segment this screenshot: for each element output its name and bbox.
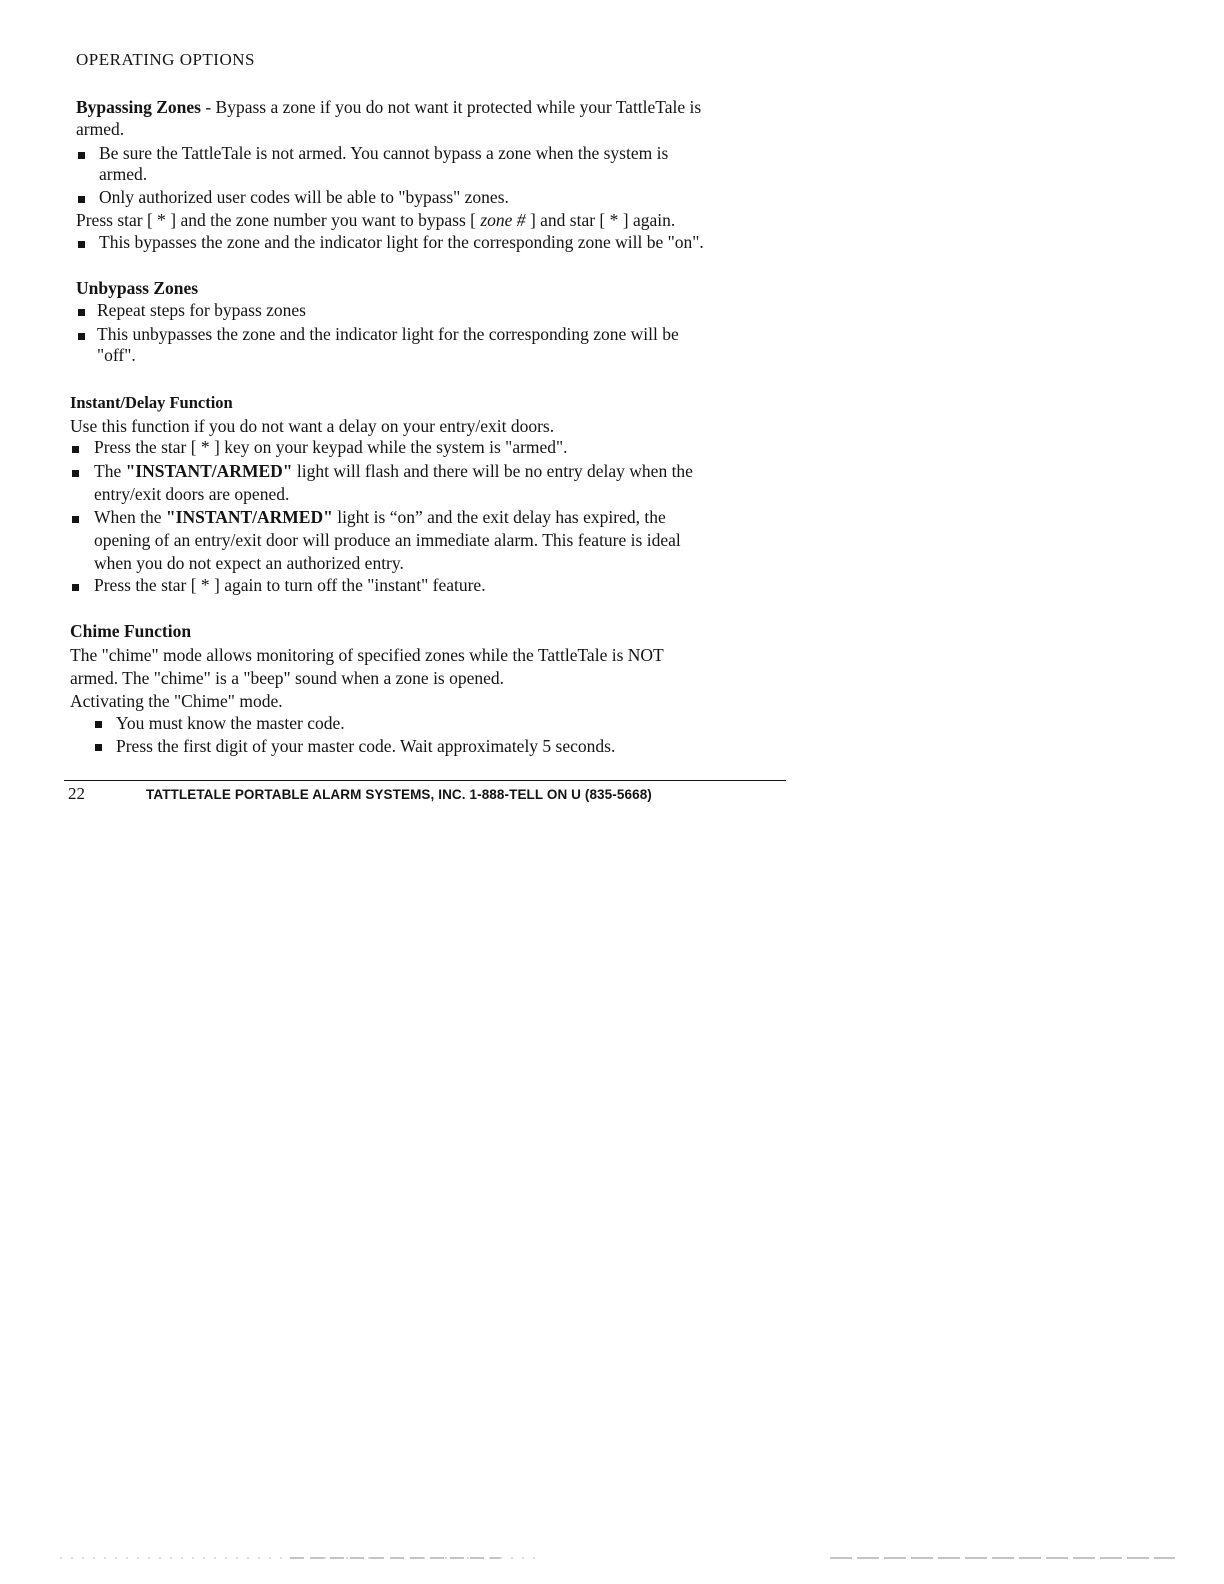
chime-bullet-1: You must know the master code. xyxy=(116,713,345,733)
bypass-intro-cont: armed. xyxy=(76,119,125,139)
chime-paragraph-2: armed. The "chime" is a "beep" sound when a zone is opened. xyxy=(70,668,505,688)
chime-paragraph-3: Activating the "Chime" mode. xyxy=(70,691,283,711)
unbypass-bullet-1: Repeat steps for bypass zones xyxy=(97,300,306,320)
bypass-bullet-1-cont: armed. xyxy=(99,164,148,184)
page-title: OPERATING OPTIONS xyxy=(76,50,255,69)
chime-heading: Chime Function xyxy=(70,621,192,641)
instant-bullet-3-cont: when you do not expect an authorized entry. xyxy=(94,553,404,573)
bullet-icon xyxy=(95,744,102,751)
bypass-intro-text: - Bypass a zone if you do not want it protected while your TattleTale is xyxy=(200,97,702,117)
instant-bullet-2 xyxy=(94,461,693,481)
instant-armed-label: "INSTANT/ARMED" xyxy=(125,461,293,481)
instant-b2-pre: The xyxy=(94,461,126,481)
bypass-heading: Bypassing Zones xyxy=(76,97,201,117)
bullet-icon xyxy=(72,470,79,477)
press-text-end: ] and star [ * ] again. xyxy=(525,210,676,230)
chime-bullet-2: Press the first digit of your master code. Wait approximately 5 seconds. xyxy=(116,736,616,756)
instant-b3-pre: When the xyxy=(94,507,166,527)
footer-divider xyxy=(64,780,786,781)
instant-b2-post: light will flash and there will be no entry delay when the xyxy=(292,461,693,481)
unbypass-bullet-2: This unbypasses the zone and the indicator light for the corresponding zone will be xyxy=(97,324,679,344)
page-number: 22 xyxy=(68,784,85,803)
bullet-icon xyxy=(78,241,85,248)
bullet-icon xyxy=(72,446,79,453)
bullet-icon xyxy=(72,516,79,523)
instant-intro: Use this function if you do not want a delay on your entry/exit doors. xyxy=(70,416,555,436)
instant-b3-post: light is “on” and the exit delay has expired, the xyxy=(332,507,666,527)
instant-bullet-3-cont: opening of an entry/exit door will produce an immediate alarm. This feature is ideal xyxy=(94,530,681,550)
instant-armed-label: "INSTANT/ARMED" xyxy=(165,507,333,527)
scan-artifact xyxy=(0,1555,1224,1561)
footer-company-line: TATTLETALE PORTABLE ALARM SYSTEMS, INC. 1-888-TELL ON U (835-5668) xyxy=(146,787,652,802)
instant-bullet-1: Press the star [ * ] key on your keypad while the system is "armed". xyxy=(94,437,568,457)
bullet-icon xyxy=(72,584,79,591)
instant-bullet-2-cont: entry/exit doors are opened. xyxy=(94,484,290,504)
chime-paragraph-1: The "chime" mode allows monitoring of specified zones while the TattleTale is NOT xyxy=(70,645,664,665)
unbypass-bullet-2-cont: "off". xyxy=(97,345,136,365)
bypass-bullet-2: Only authorized user codes will be able to "bypass" zones. xyxy=(99,187,509,207)
bypass-bullet-1: Be sure the TattleTale is not armed. You cannot bypass a zone when the system is xyxy=(99,143,669,163)
bypass-bullet-3: This bypasses the zone and the indicator light for the corresponding zone will be "on". xyxy=(99,232,704,252)
press-text: Press star [ * ] and the zone number you want to bypass [ xyxy=(76,210,481,230)
instant-heading: Instant/Delay Function xyxy=(70,393,233,412)
bullet-icon xyxy=(78,309,85,316)
bullet-icon xyxy=(78,196,85,203)
instant-bullet-4: Press the star [ * ] again to turn off the "instant" feature. xyxy=(94,575,486,595)
instant-bullet-3 xyxy=(94,507,666,527)
zone-number-placeholder: zone # xyxy=(480,210,526,230)
bypass-intro xyxy=(76,97,701,117)
unbypass-heading: Unbypass Zones xyxy=(76,278,199,298)
bullet-icon xyxy=(78,333,85,340)
bullet-icon xyxy=(78,152,85,159)
bullet-icon xyxy=(95,721,102,728)
bypass-press-instruction xyxy=(76,210,675,230)
